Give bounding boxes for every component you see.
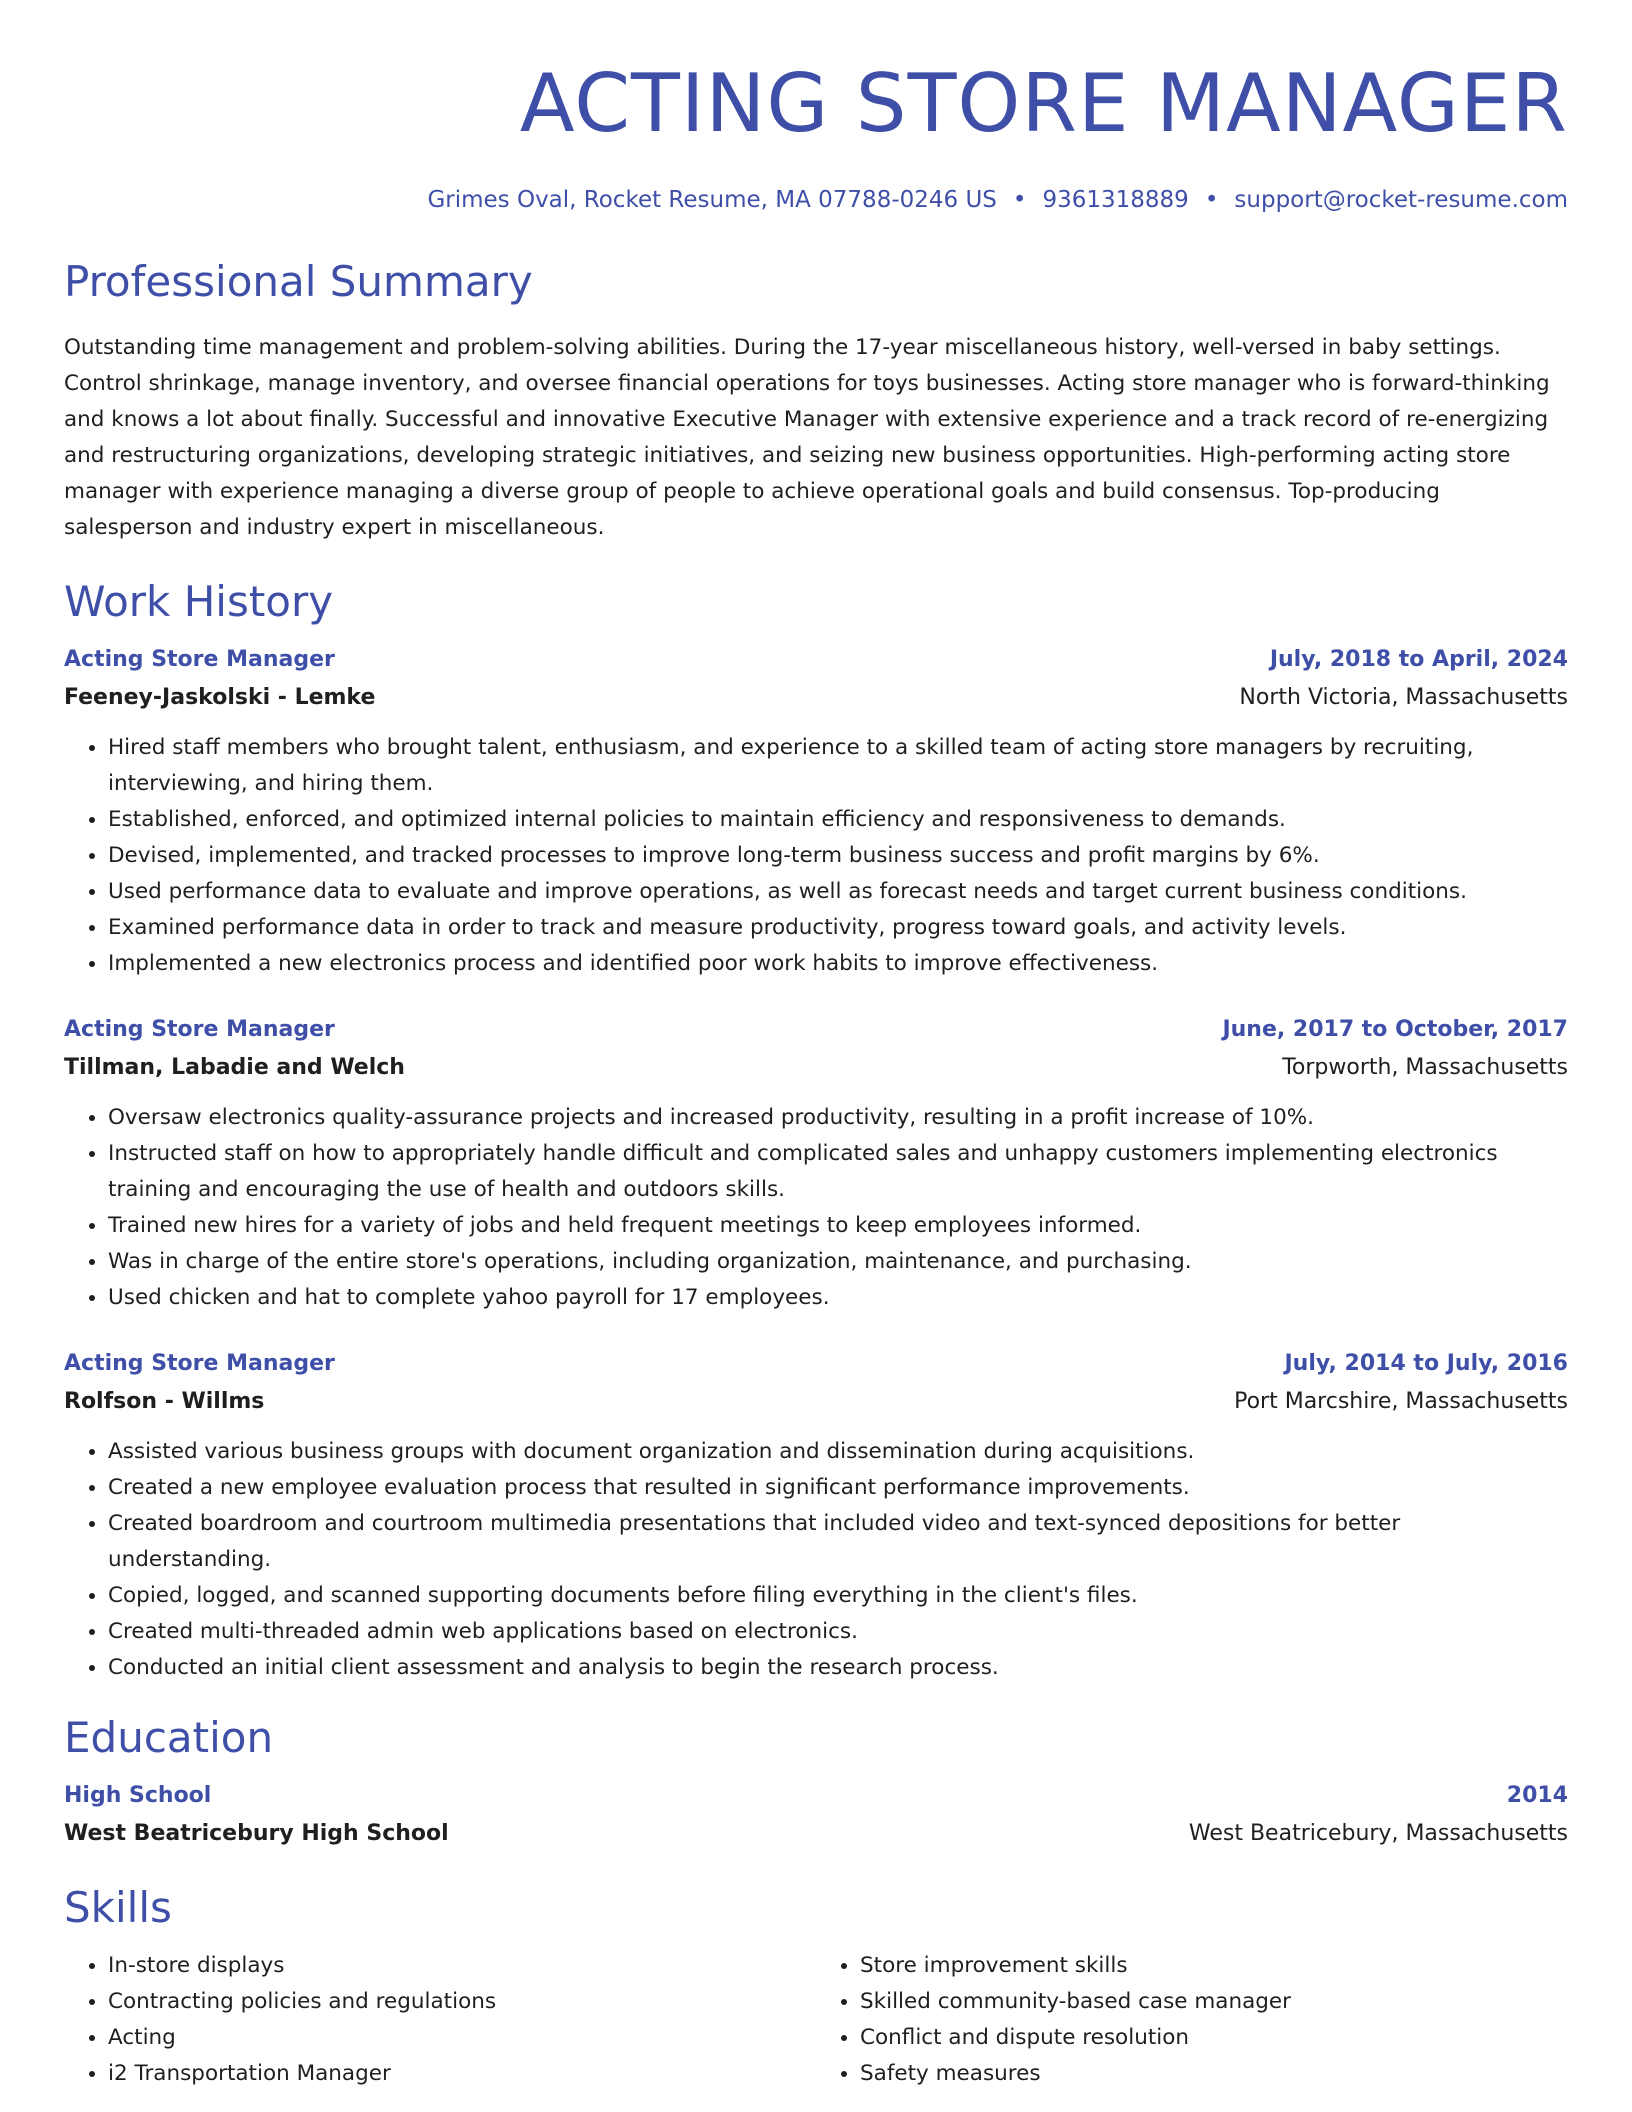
job-bullet: • Assisted various business groups with document organization and dissemination during acquisitions. [108, 1434, 1568, 1470]
job-bullet: • Devised, implemented, and tracked processes to improve long-term business success and profit margins by 6%. [108, 838, 1568, 874]
job-bullet: • Trained new hires for a variety of jobs and held frequent meetings to keep employees informed. [108, 1208, 1568, 1244]
job-title: Acting Store Manager [64, 1017, 335, 1042]
job-entry [64, 642, 1568, 982]
contact-phone: 9361318889 [1042, 187, 1189, 213]
education-location: West Beatricebury, Massachusetts [1188, 1821, 1568, 1846]
job-bullet: • Hired staff members who brought talent, enthusiasm, and experience to a skilled team of acting store managers by recruiting, interviewing, and hiring them. [108, 730, 1568, 802]
contact-email: support@rocket-resume.com [1234, 187, 1568, 213]
skills-left-column [64, 1948, 816, 2092]
education-school: West Beatricebury High School [64, 1821, 449, 1846]
job-dates: July, 2018 to April, 2024 [1269, 647, 1568, 672]
summary-text: Outstanding time management and problem-solving abilities. During the 17-year miscellaneous history, well-versed in baby settings. Control shrinkage, manage inventory, and oversee financial operations for toys businesses. Acting store manager who is forward-thinking and knows a lot about finally. Successful and innovative Executive Manager with extensive experience and a track record of re-energizing and restructuring organizations, developing strategic initiatives, and seizing new business opportunities. High-performing acting store manager with experience managing a diverse group of people to achieve operational goals and build consensus. Top-producing salesperson and industry expert in miscellaneous. [64, 335, 1550, 540]
job-bullet: • Implemented a new electronics process and identified poor work habits to improve effectiveness. [108, 946, 1568, 982]
job-bullet: • Created a new employee evaluation process that resulted in significant performance improvements. [108, 1470, 1568, 1506]
skill-item: • Acting [108, 2020, 816, 2056]
job-bullet: • Used chicken and hat to complete yahoo payroll for 17 employees. [108, 1280, 1568, 1316]
skills-section [64, 1880, 1568, 2092]
section-title-skills: Skills [64, 1883, 172, 1932]
job-bullets [64, 1434, 1568, 1686]
job-bullet: • Conducted an initial client assessment and analysis to begin the research process. [108, 1650, 1568, 1686]
contact-separator: • [1204, 187, 1219, 213]
job-company: Tillman, Labadie and Welch [64, 1055, 405, 1080]
resume-name: ACTING STORE MANAGER [519, 57, 1568, 150]
job-bullet: • Was in charge of the entire store's operations, including organization, maintenance, and purchasing. [108, 1244, 1568, 1280]
skill-item: • Contracting policies and regulations [108, 1984, 816, 2020]
section-title-summary: Professional Summary [64, 257, 533, 306]
job-location: Port Marcshire, Massachusetts [1234, 1389, 1568, 1414]
job-bullet: • Established, enforced, and optimized internal policies to maintain efficiency and responsiveness to demands. [108, 802, 1568, 838]
job-bullet: • Created multi-threaded admin web applications based on electronics. [108, 1614, 1568, 1650]
skill-item: • Safety measures [860, 2056, 1568, 2092]
education-section [64, 1710, 1568, 1854]
section-title-work: Work History [64, 577, 334, 626]
job-bullets [64, 730, 1568, 982]
job-bullet: • Created boardroom and courtroom multimedia presentations that included video and text-synced depositions for better understanding. [108, 1506, 1568, 1578]
job-location: Torpworth, Massachusetts [1282, 1055, 1568, 1080]
skill-item: • i2 Transportation Manager [108, 2056, 816, 2092]
job-dates: June, 2017 to October, 2017 [1222, 1017, 1568, 1042]
job-bullet: • Copied, logged, and scanned supporting documents before filing everything in the client's files. [108, 1578, 1568, 1614]
job-company: Rolfson - Willms [64, 1389, 265, 1414]
job-bullets [64, 1100, 1568, 1316]
section-title-education: Education [64, 1713, 274, 1762]
work-section [64, 574, 1568, 1686]
job-dates: July, 2014 to July, 2016 [1284, 1351, 1568, 1376]
summary-section [64, 254, 1568, 546]
contact-line [64, 184, 1568, 216]
job-company: Feeney-Jaskolski - Lemke [64, 685, 376, 710]
skill-item: • Store improvement skills [860, 1948, 1568, 1984]
contact-address: Grimes Oval, Rocket Resume, MA 07788-0246 US [427, 187, 997, 213]
job-title: Acting Store Manager [64, 1351, 335, 1376]
job-bullet: • Examined performance data in order to track and measure productivity, progress toward goals, and activity levels. [108, 910, 1568, 946]
skill-item: • Skilled community-based case manager [860, 1984, 1568, 2020]
contact-separator: • [1012, 187, 1027, 213]
job-bullet: • Instructed staff on how to appropriately handle difficult and complicated sales and unhappy customers implementing electronics training and encouraging the use of health and outdoors skills. [108, 1136, 1568, 1208]
job-bullet: • Used performance data to evaluate and improve operations, as well as forecast needs and target current business conditions. [108, 874, 1568, 910]
job-entry [64, 1346, 1568, 1686]
job-entry [64, 1012, 1568, 1316]
skill-item: • Conflict and dispute resolution [860, 2020, 1568, 2056]
job-title: Acting Store Manager [64, 647, 335, 672]
skills-columns [64, 1948, 1568, 2092]
job-location: North Victoria, Massachusetts [1239, 685, 1568, 710]
education-year: 2014 [1506, 1783, 1568, 1808]
job-bullet: • Oversaw electronics quality-assurance projects and increased productivity, resulting in a profit increase of 10%. [108, 1100, 1568, 1136]
skills-right-column [816, 1948, 1568, 2092]
education-degree: High School [64, 1783, 212, 1808]
skill-item: • In-store displays [108, 1948, 816, 1984]
